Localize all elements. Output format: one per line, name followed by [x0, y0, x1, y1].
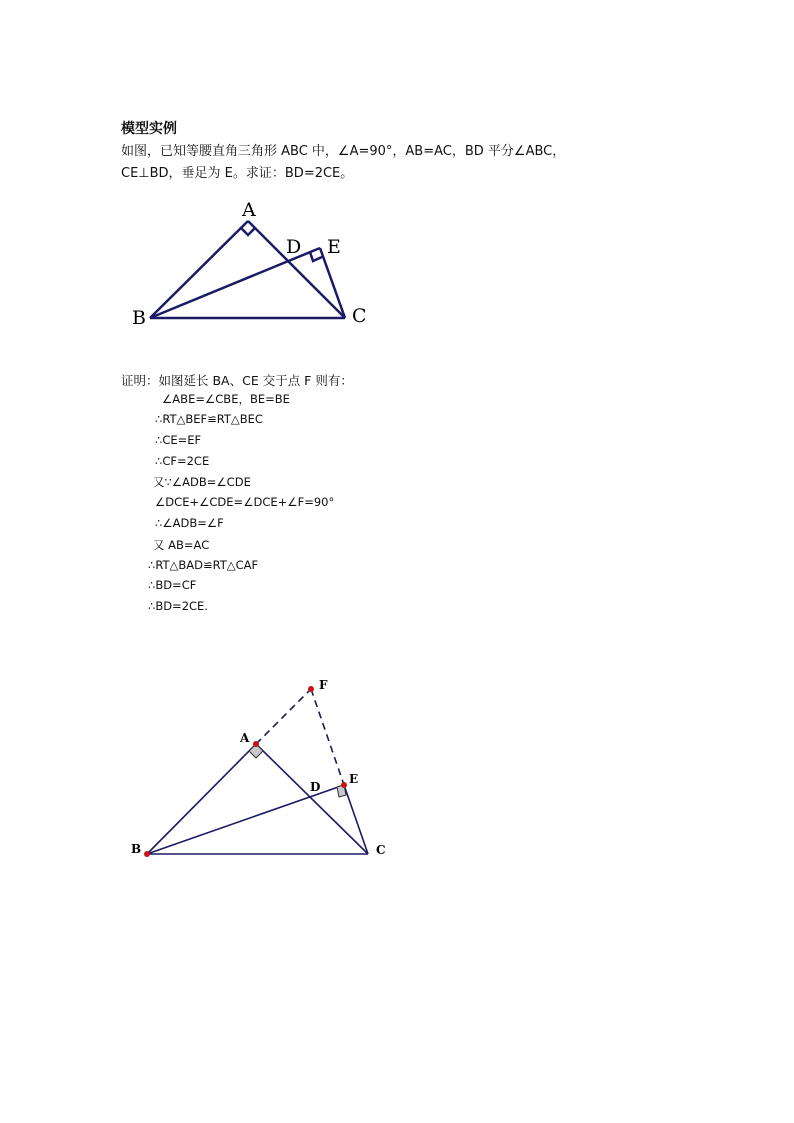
proof-step-6: ∠DCE+∠CDE=∠DCE+∠F=90°: [155, 495, 335, 509]
label-E: E: [327, 236, 341, 258]
label-D: D: [310, 780, 321, 794]
right-angle-mark-E: [337, 785, 346, 797]
proof-step-7: ∴∠ADB=∠F: [155, 516, 224, 530]
proof-step-2: ∴RT△BEF≌RT△BEC: [155, 412, 263, 426]
problem-statement-line-2: CE⊥BD，垂足为 E。求证：BD=2CE。: [121, 166, 354, 181]
problem-statement-line-1: 如图，已知等腰直角三角形 ABC 中，∠A=90°，AB=AC，BD 平分∠ABC，: [121, 144, 566, 159]
proof-step-9: ∴RT△BAD≌RT△CAF: [148, 558, 259, 572]
proof-step-3: ∴CE=EF: [155, 433, 202, 447]
proof-step-11: ∴BD=2CE.: [148, 599, 208, 613]
proof-step-8: 又 AB=AC: [153, 538, 210, 552]
right-angle-mark-E: [310, 252, 322, 261]
segment-AB: [150, 221, 248, 318]
proof-intro: 证明：如图延长 BA、CE 交于点 F 则有：: [121, 373, 353, 388]
segment-BE: [147, 785, 344, 854]
segment-AB: [147, 744, 256, 854]
proof-step-4: ∴CF=2CE: [155, 454, 210, 468]
label-B: B: [131, 842, 142, 856]
label-B: B: [132, 307, 146, 329]
segment-AC: [248, 221, 345, 318]
right-angle-mark-A: [249, 744, 263, 758]
proof-step-1: ∠ABE=∠CBE，BE=BE: [162, 392, 290, 406]
proof-step-5: 又∵∠ADB=∠CDE: [153, 475, 251, 489]
point-A: [253, 741, 259, 747]
point-E: [341, 782, 347, 788]
section-title: 模型实例: [121, 121, 177, 137]
label-A: A: [242, 199, 256, 221]
segment-EC: [320, 248, 345, 318]
segment-FE-dashed: [311, 689, 344, 785]
label-A: A: [240, 731, 250, 745]
label-F: F: [319, 678, 328, 692]
label-E: E: [349, 772, 359, 786]
point-B: [144, 851, 150, 857]
label-C: C: [352, 305, 367, 327]
segment-EC: [344, 785, 368, 854]
label-D: D: [286, 236, 302, 258]
label-C: C: [376, 843, 386, 857]
point-F: [308, 686, 314, 692]
right-angle-mark-A: [241, 228, 255, 235]
segment-AC: [256, 744, 368, 854]
proof-step-10: ∴BD=CF: [148, 578, 197, 592]
segment-AF-dashed: [256, 689, 311, 744]
segment-BE: [150, 248, 320, 318]
